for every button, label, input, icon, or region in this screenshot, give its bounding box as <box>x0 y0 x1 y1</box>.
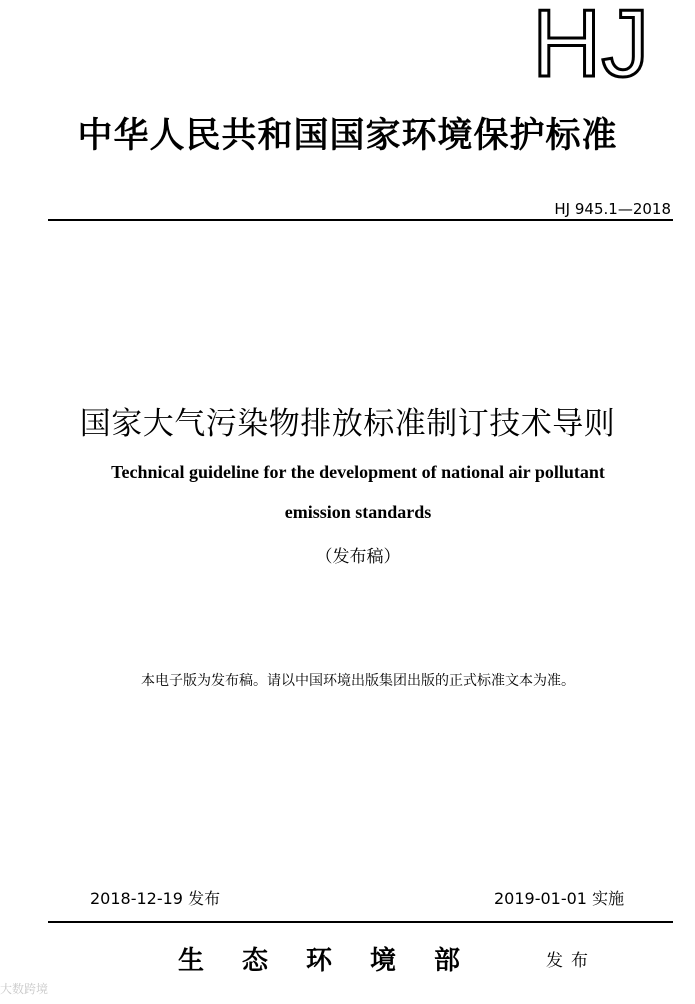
issue-date: 2018-12-19 发布 <box>90 889 221 908</box>
hj-logo-graphic <box>530 0 670 80</box>
title-english-line2: emission standards <box>284 502 432 522</box>
bottom-divider <box>48 921 673 923</box>
hj-logo <box>530 0 670 80</box>
title-english-line1: Technical guideline for the development of national air pollutant <box>111 462 605 482</box>
svg-text:HJ: HJ <box>532 0 650 80</box>
publisher-name: 生态环境部 <box>178 946 499 976</box>
draft-label: （发布稿） <box>315 547 401 567</box>
implementation-date: 2019-01-01 实施 <box>494 889 625 908</box>
edition-notice: 本电子版为发布稿。请以中国环境出版集团出版的正式标准文本为准。 <box>141 673 575 689</box>
top-divider <box>48 219 673 221</box>
title-chinese: 国家大气污染物排放标准制订技术导则 <box>79 406 616 442</box>
watermark: 大数跨境 <box>0 982 49 996</box>
publish-label: 发布 <box>546 951 596 971</box>
ministry-heading: 中华人民共和国国家环境保护标准 <box>77 115 618 156</box>
standard-number: HJ 945.1—2018 <box>554 200 671 218</box>
